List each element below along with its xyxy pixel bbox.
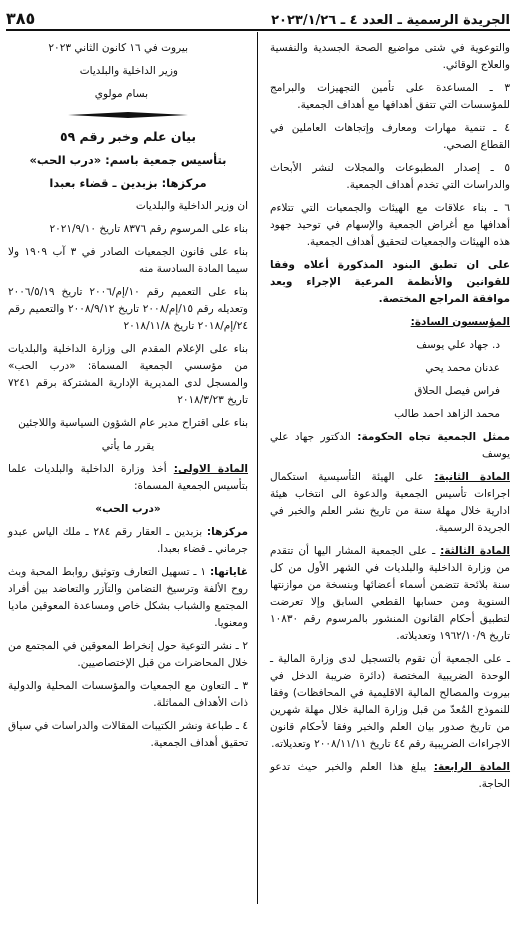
page-header <box>6 6 510 28</box>
header-rule <box>6 29 510 31</box>
compliance-clause: على ان تطبق البنود المذكورة أعلاه وفقا للقوانين والأنظمة المرعية الإجراء وبعد موافقة المراجع المختصة. <box>270 259 510 305</box>
founders-list <box>270 337 510 423</box>
goal-item: ٣ ـ التعاون مع الجمعيات والمؤسسات المحلية والدولية ذات الأهداف المماثلة. <box>8 680 248 709</box>
section-ornament <box>68 109 188 121</box>
paragraph: ٣ ـ المساعدة على تأمين التجهيزات والبرامج للمؤسسات التي تتفق أهدافها مع أهداف الجمعية. <box>270 82 510 111</box>
signature-block <box>8 40 248 103</box>
article-text: ـ على الجمعية المشار اليها أن تتقدم من وزارة الداخلية والبلديات في الشهر الأول من كل سنة بلائحة تتضمن أسماء أعضائها وبنسخة من موازنتها السنوية ومن حسابها القطعي السابق وإلا تعرضت لتطبيق أحكام القانون المنشور بالمرسوم رقم ١٠٨٣٠ تاريخ ١٩٦٢/١٠/٩ وتعديلاته. <box>270 545 510 642</box>
founder-item: د. جهاد علي يوسف <box>416 339 500 351</box>
government-representative <box>270 429 510 463</box>
article-label: المادة الثانية: <box>434 471 510 483</box>
founder-item: عدنان محمد يحي <box>425 362 500 374</box>
article-3 <box>270 543 510 645</box>
right-column <box>270 40 510 799</box>
paragraph: بناء على قانون الجمعيات الصادر في ٣ آب ١٩٠٩ ولا سيما المادة السادسة منه <box>8 246 248 275</box>
page-number: ٣٨٥ <box>6 9 36 28</box>
notice-subtitle: بتأسيس جمعية باسم: «درب الحب» <box>29 153 227 167</box>
decision-heading: يقرر ما يأتي <box>101 440 155 452</box>
goals-text: ١ ـ تسهيل التعارف وتوثيق روابط المحبة وبث روح الألفة وترسيخ التضامن والتآزر والتعاضد بين أفراد المجتمع والشباب بشكل خاص ومساعدة المعوقين ماديا ومعنويا. <box>8 566 248 629</box>
paragraph: ٤ ـ تنمية مهارات ومعارف وإتجاهات العاملين في القطاع الصحي. <box>270 122 510 151</box>
paragraph: بناء على الإعلام المقدم الى وزارة الداخلية والبلديات من مؤسسي الجمعية المسماة: «درب الحب» والمسجل لدى المديرية الإدارية المشتركة برقم ٧٢٤١ تاريخ ٢٠١٨/٣/٢٣ <box>8 343 248 406</box>
signature-title: وزير الداخلية والبلديات <box>79 65 178 77</box>
headquarters <box>8 524 248 558</box>
paragraph: والتوعوية في شتى مواضيع الصحة الجسدية والنفسية والعلاج الوقائي. <box>270 42 510 71</box>
hq-text: بزبدين ـ العقار رقم ٢٨٤ ـ ملك الياس عبدو جرماني ـ قضاء بعبدا. <box>8 526 248 555</box>
signature-name: بسام مولوي <box>94 88 148 100</box>
article-text: أخذ وزارة الداخلية والبلديات علما بتأسيس الجمعية المسماة: <box>8 463 248 492</box>
article-text: على الهيئة التأسيسية استكمال اجراءات تأسيس الجمعية والدعوة الى انتخاب هيئة ادارية خلال مهلة سنة من تاريخ نشر العلم والخبر في الجريدة الرسمية. <box>270 471 510 534</box>
article-text: يبلغ هذا العلم والخبر حيث تدعو الحاجة. <box>270 761 510 790</box>
column-divider <box>257 32 258 904</box>
notice-headquarters: مركزها: بزبدين ـ قضاء بعبدا <box>49 176 207 190</box>
paragraph: ان وزير الداخلية والبلديات <box>135 200 248 212</box>
founder-item: محمد الزاهد احمد طالب <box>394 408 500 420</box>
rep-label: ممثل الجمعية تجاه الحكومة: <box>357 431 510 443</box>
paragraph: بناء على التعميم رقم ١٠/إم/٢٠٠٦ تاريخ ٢٠٠٦/٥/١٩ وتعديله رقم ١٥/إم/٢٠٠٨ تاريخ ٢٠٠٨/٩/١٢ والتعميم رقم ٢٤/إم/٢٠١٨ تاريخ ٢٠١٨/١١/٨ <box>8 286 248 332</box>
left-column <box>8 40 248 758</box>
article-3-tax: ـ على الجمعية أن تقوم بالتسجيل لدى وزارة المالية ـ الوحدة الضريبية المختصة (دائرة ضريبة الدخل في بيروت والمصالح المالية الاقليمية في المحافظات) وفقا للنموذج المُعدّ من قبل وزارة المالية خلال مهلة شهرين من تاريخ صدور بيان العلم والخبر وفقا لأحكام قانون الاجراءات الضريبية رقم ٤٤ تاريخ ٢٠٠٨/١١/١١ وتعديلاته. <box>270 653 510 750</box>
goals <box>8 564 248 632</box>
article-2 <box>270 469 510 537</box>
goal-item: ٤ ـ طباعة ونشر الكتيبات المقالات والدراسات في سياق تحقيق أهداف الجمعية. <box>8 720 248 749</box>
notice-title: بيان علم وخبر رقم ٥٩ <box>59 129 197 144</box>
goal-item: ٢ ـ نشر التوعية حول إنخراط المعوقين في المجتمع من خلال المحاضرات من قبل الإختصاصيين. <box>8 640 248 669</box>
article-label: المادة الرابعة: <box>433 761 511 773</box>
goals-label: غاياتها: <box>209 566 248 578</box>
article-1 <box>8 461 248 495</box>
journal-info: الجريدة الرسمية ـ العدد ٤ ـ ٢٠٢٣/١/٢٦ <box>271 13 510 28</box>
association-name: «درب الحب» <box>95 503 161 515</box>
hq-label: مركزها: <box>206 526 249 538</box>
founders-label: المؤسسون السادة: <box>410 316 510 328</box>
paragraph: بناء على المرسوم رقم ٨٣٧٦ تاريخ ٢٠٢١/٩/١٠ <box>49 223 248 235</box>
signature-date: بيروت في ١٦ كانون الثاني ٢٠٢٣ <box>48 42 188 54</box>
article-label: المادة الثالثة: <box>440 545 510 557</box>
paragraph: ٥ ـ إصدار المطبوعات والمجلات لنشر الأبحاث والدراسات التي تخدم أهداف الجمعية. <box>270 162 510 191</box>
rep-name: الدكتور جهاد علي يوسف <box>270 431 510 460</box>
paragraph: ٦ ـ بناء علاقات مع الهيئات والجمعيات التي تتلاءم أهدافها مع أغراض الجمعية والإسهام في توحيد جهود هذه الهيئات والجمعيات لتحقيق أهداف الجمعية. <box>270 202 510 248</box>
paragraph: بناء على اقتراح مدير عام الشؤون السياسية واللاجئين <box>18 417 248 429</box>
founder-item: فراس فيصل الحلاق <box>414 385 500 397</box>
article-label: المادة الاولى: <box>173 463 248 475</box>
article-4 <box>270 759 510 793</box>
